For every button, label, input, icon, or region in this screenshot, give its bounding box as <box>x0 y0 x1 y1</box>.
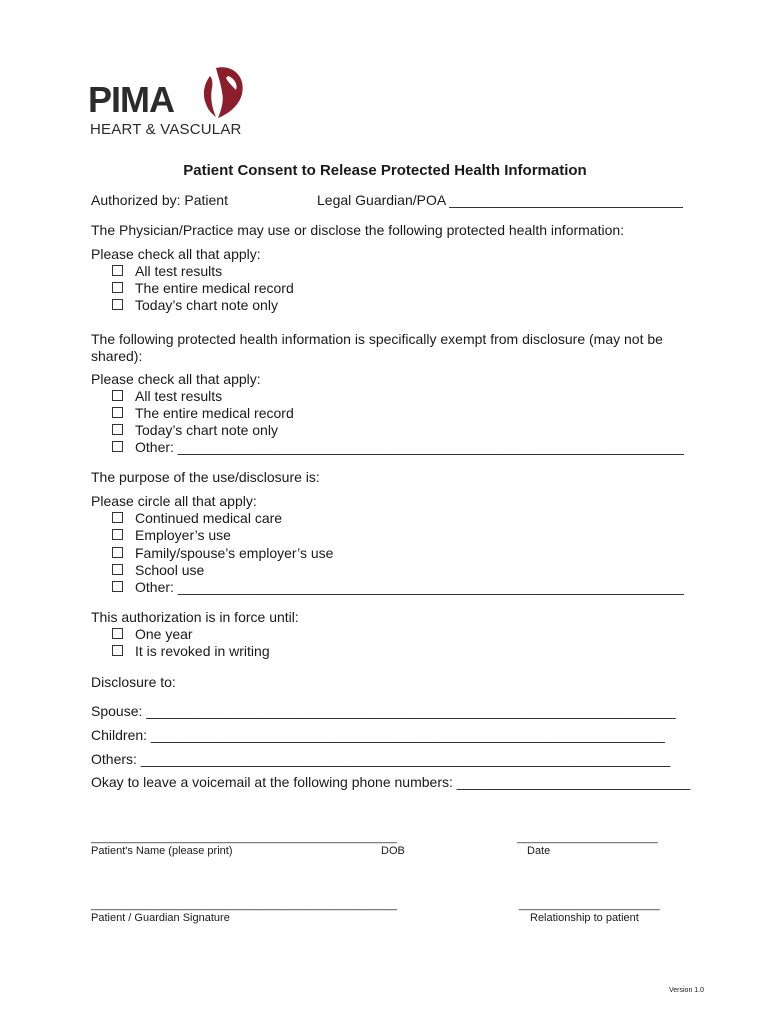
section2-intro-cont: shared): <box>91 348 143 364</box>
checkbox-item[interactable]: The entire medical record <box>112 405 294 422</box>
checkbox-item[interactable]: All test results <box>112 263 222 280</box>
checkbox-item[interactable]: All test results <box>112 388 222 405</box>
checkbox-icon[interactable] <box>112 424 123 435</box>
relationship-line[interactable]: _______________________ <box>519 899 660 911</box>
practice-logo <box>88 62 268 142</box>
checkbox-icon[interactable] <box>112 441 123 452</box>
checkbox-icon[interactable] <box>112 282 123 293</box>
checkbox-item[interactable]: It is revoked in writing <box>112 643 270 660</box>
checkbox-icon[interactable] <box>112 628 123 639</box>
checkbox-item[interactable]: Continued medical care <box>112 510 282 527</box>
section2-instruction: Please check all that apply: <box>91 371 261 387</box>
checkbox-icon[interactable] <box>112 581 123 592</box>
spouse-field[interactable]: Spouse: ____________________________________________________________________ <box>91 703 676 719</box>
authorized-by-label: Authorized by: Patient <box>91 192 228 208</box>
others-field[interactable]: Others: ____________________________________________________________________ <box>91 751 671 767</box>
checkbox-icon[interactable] <box>112 564 123 575</box>
checkbox-icon[interactable] <box>112 265 123 276</box>
section3-intro: The purpose of the use/disclosure is: <box>91 469 320 485</box>
checkbox-icon[interactable] <box>112 645 123 656</box>
checkbox-item[interactable]: Family/spouse’s employer’s use <box>112 545 333 562</box>
heart-hand-icon <box>188 62 248 122</box>
checkbox-item[interactable]: One year <box>112 626 193 643</box>
disclosure-heading: Disclosure to: <box>91 674 176 690</box>
section4-intro: This authorization is in force until: <box>91 609 299 625</box>
logo-subtitle: HEART & VASCULAR <box>90 121 242 138</box>
relationship-label: Relationship to patient <box>530 912 639 924</box>
checkbox-icon[interactable] <box>112 512 123 523</box>
checkbox-icon[interactable] <box>112 299 123 310</box>
checkbox-item[interactable]: Today’s chart note only <box>112 422 278 439</box>
logo-wordmark: PIMA <box>88 79 174 120</box>
signature-label: Patient / Guardian Signature <box>91 912 230 924</box>
patient-name-line[interactable]: __________________________________________________ <box>91 832 397 844</box>
checkbox-item[interactable]: Employer’s use <box>112 527 231 544</box>
checkbox-item[interactable]: The entire medical record <box>112 280 294 297</box>
dob-label: DOB <box>381 845 405 857</box>
section1-instruction: Please check all that apply: <box>91 246 261 262</box>
section2-intro: The following protected health information is specifically exempt from disclosure (may not be <box>91 331 663 347</box>
checkbox-item-other[interactable]: Other: _________________________________________________________________ <box>112 439 684 456</box>
voicemail-field[interactable]: Okay to leave a voicemail at the following phone numbers: ______________________________ <box>91 774 691 790</box>
date-line[interactable]: _______________________ <box>517 832 658 844</box>
checkbox-icon[interactable] <box>112 407 123 418</box>
checkbox-item[interactable]: School use <box>112 562 204 579</box>
page-title: Patient Consent to Release Protected Health Information <box>183 162 587 179</box>
checkbox-icon[interactable] <box>112 547 123 558</box>
checkbox-icon[interactable] <box>112 529 123 540</box>
legal-guardian-field[interactable]: Legal Guardian/POA ______________________________ <box>317 192 683 208</box>
section3-instruction: Please circle all that apply: <box>91 493 257 509</box>
children-field[interactable]: Children: __________________________________________________________________ <box>91 727 665 743</box>
version-label: Version 1.0 <box>669 987 705 994</box>
checkbox-item[interactable]: Today’s chart note only <box>112 297 278 314</box>
section1-intro: The Physician/Practice may use or disclose the following protected health information: <box>91 222 625 238</box>
date-label: Date <box>527 845 551 857</box>
signature-line[interactable]: __________________________________________________ <box>91 899 397 911</box>
patient-name-label: Patient's Name (please print) <box>91 845 233 857</box>
checkbox-item-other[interactable]: Other: _________________________________________________________________ <box>112 579 684 596</box>
checkbox-icon[interactable] <box>112 390 123 401</box>
